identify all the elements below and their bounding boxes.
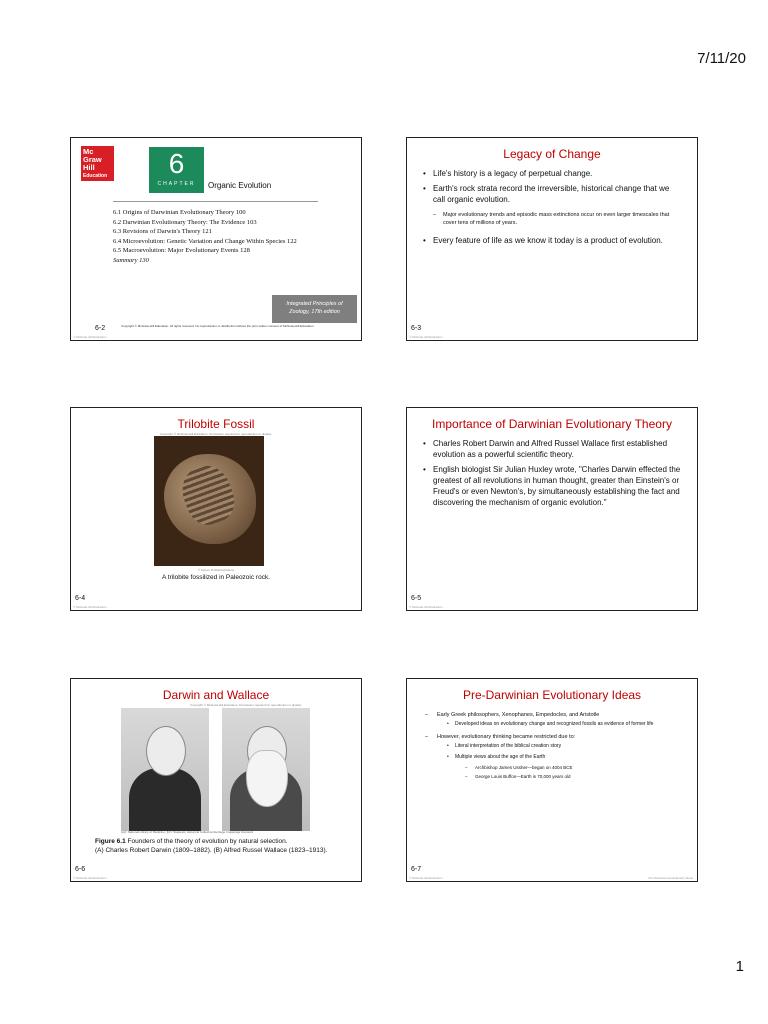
bullet-item: • English biologist Sir Julian Huxley wrote, "Charles Darwin effected the greatest of all revolutions in human thought, greater than Einstein's or Freud's or even Newton's, by simultaneously establishing the fact and discovering the mechanism of organic evolution.": [423, 464, 683, 508]
copyright-credit: Copyright © McGraw-Hill Education. Permission required for reproduction or display.: [160, 432, 272, 436]
chapter-badge: 6 CHAPTER: [149, 147, 204, 193]
slide-number: 6-3: [411, 325, 422, 332]
outline-sub-item: • Developed ideas on evolutionary change and recognized fossils as evidence of former life: [447, 721, 691, 729]
outline-sub-item: • Literal interpretation of the biblical creation story: [447, 743, 691, 751]
divider: [113, 201, 318, 202]
slide-footer-title: Pre-Darwinian Evolutionary Ideas: [648, 876, 693, 880]
outline-item: – However, evolutionary thinking became restricted due to: • Literal interpretation of the biblical creation story • Multiple views about the age of the Earth – Archbishop James Ussher—began on 4004 BCE – George Louis Buffon—Earth is 70,000 years old: [425, 733, 691, 780]
outline-item: – Early Greek philosophers, Xenophanes, Empedocles, and Aristotle • Developed ideas on evolutionary change and recognized fossils as evidence of former life: [425, 711, 691, 729]
toc-item: 6.3 Revisions of Darwin's Theory 121: [113, 228, 212, 235]
toc-summary: Summary 130: [113, 256, 149, 264]
slide-title: Importance of Darwinian Evolutionary Theory: [432, 417, 672, 431]
bullet-item: • Life's history is a legacy of perpetual change.: [423, 168, 683, 179]
photo-credit: (a)© National Library of Medicine; (b)© Stapleton Historical Collection/Heritage Image/age fotostock: [121, 830, 254, 834]
toc-item: 6.2 Darwinian Evolutionary Theory: The Evidence 103: [113, 218, 257, 226]
darwin-portrait: [121, 708, 209, 831]
slide-number: 6-4: [75, 595, 86, 602]
mcgraw-hill-logo: Mc Graw Hill Education: [81, 146, 114, 181]
outline-detail-item: – George Louis Buffon—Earth is 70,000 years old: [465, 773, 691, 780]
copyright-notice: Copyright © McGraw-Hill Education. All rights reserved. No reproduction or distribution without the prior written consent of McGraw-Hill Education.: [121, 324, 315, 328]
outline-list: [411, 711, 691, 784]
slide-title: Darwin and Wallace: [162, 688, 270, 702]
slide-number: 6-7: [411, 866, 422, 873]
slide-number: 6-2: [95, 325, 106, 332]
outline-detail-item: – Archbishop James Ussher—began on 4004 BCE: [465, 764, 691, 771]
wallace-portrait: [222, 708, 310, 831]
bullet-item: • Earth's rock strata record the irreversible, historical change that we call organic evolution.: [423, 183, 683, 205]
slide-footer: © McGraw-Hill Education: [73, 876, 107, 880]
photo-credit: © Ingram Publishing/Alamy: [197, 568, 235, 572]
copyright-credit: Copyright © McGraw-Hill Education. Permission required for reproduction or display.: [190, 703, 302, 707]
slide-footer: © McGraw-Hill Education: [409, 605, 443, 609]
handout-date: 7/11/20: [697, 50, 746, 67]
page-number: 1: [735, 958, 744, 975]
slide-footer: © McGraw-Hill Education: [73, 605, 107, 609]
toc-item: 6.1 Origins of Darwinian Evolutionary Theory 100: [113, 209, 246, 216]
slide-6-6: [70, 678, 362, 882]
toc-item: 6.4 Microevolution: Genetic Variation and Change Within Species 122: [113, 237, 297, 245]
slide-title: Legacy of Change: [503, 147, 601, 161]
chapter-title: Organic Evolution: [208, 181, 272, 190]
bullet-item: • Every feature of life as we know it today is a product of evolution.: [423, 235, 683, 246]
trilobite-fossil-image: [154, 436, 264, 566]
slide-number: 6-5: [411, 595, 422, 602]
slide-6-2: [70, 137, 362, 341]
toc-item: 6.5 Macroevolution: Major Evolutionary Events 128: [113, 247, 250, 254]
bullet-item: • Charles Robert Darwin and Alfred Russel Wallace first established evolution as a powerful scientific theory.: [423, 438, 683, 460]
slide-footer: © McGraw-Hill Education: [409, 876, 443, 880]
slide-title: Trilobite Fossil: [177, 417, 255, 431]
slide-footer: © McGraw-Hill Education: [73, 335, 107, 339]
bullet-list: [423, 438, 683, 512]
slide-6-5: [406, 407, 698, 611]
slide-number: 6-6: [75, 866, 86, 873]
book-edition-box: Integrated Principles of Zoology, 17th edition: [272, 295, 357, 323]
slide-6-4: [70, 407, 362, 611]
slide-title: Pre-Darwinian Evolutionary Ideas: [462, 688, 642, 702]
outline-sub-item: • Multiple views about the age of the Earth – Archbishop James Ussher—began on 4004 BCE – George Louis Buffon—Earth is 70,000 years old: [447, 754, 691, 780]
bullet-list: [423, 168, 683, 209]
sub-bullet-item: – Major evolutionary trends and episodic mass extinctions occur on even larger timescales that cover tens of millions of years.: [433, 211, 683, 227]
slide-6-3: [406, 137, 698, 341]
sub-bullet-list: [423, 211, 683, 231]
slide-footer: © McGraw-Hill Education: [409, 335, 443, 339]
image-caption: A trilobite fossilized in Paleozoic rock.: [161, 574, 271, 581]
figure-caption: Figure 6.1 Founders of the theory of evolution by natural selection. (A) Charles Robert Darwin (1809–1882). (B) Alfred Russel Wallace (1823–1913).: [95, 838, 328, 854]
slide-6-7: [406, 678, 698, 882]
table-of-contents: [113, 208, 297, 265]
bullet-list: [423, 235, 683, 250]
